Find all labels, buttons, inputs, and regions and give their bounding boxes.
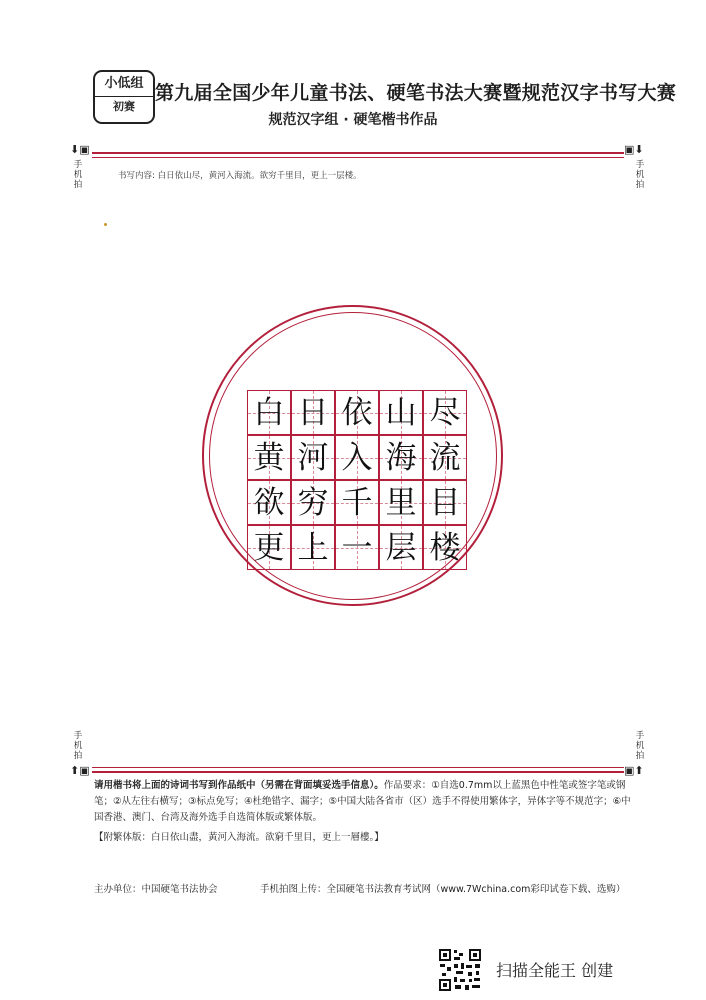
handwritten-character: 欲 <box>253 485 285 521</box>
grid-cell <box>379 480 423 525</box>
top-rule-thin <box>92 157 624 158</box>
grid-cell <box>423 390 467 435</box>
ink-speck <box>104 223 107 226</box>
grid-cell <box>291 435 335 480</box>
handwritten-character: 黄 <box>253 440 285 476</box>
bottom-left-marker <box>70 764 90 777</box>
content-label: 书写内容: <box>118 171 155 181</box>
content-text: 白日依山尽，黄河入海流。欲穷千里目，更上一层楼。 <box>157 171 362 181</box>
requirements-text <box>94 778 634 826</box>
content-line <box>118 169 362 181</box>
bottom-rule-thick <box>92 771 624 773</box>
grid-cell <box>423 480 467 525</box>
grid-cell <box>379 435 423 480</box>
handwritten-character: 白 <box>253 395 285 431</box>
scanner-label: 扫描全能王 创建 <box>496 961 614 980</box>
top-right-marker <box>624 143 644 156</box>
top-rule-thick <box>92 152 624 154</box>
handwritten-character: 层 <box>385 530 417 566</box>
upload-info: 手机拍图上传：全国硬笔书法教育考试网（www.7Wchina.com彩印试卷下载、选购） <box>260 884 626 895</box>
top-left-marker <box>70 143 90 156</box>
handwritten-character: 穷 <box>297 485 329 521</box>
handwritten-character: 更 <box>253 530 285 566</box>
traditional-version: 【附繁体版：白日依山盡，黃河入海流。欲窮千里目，更上一層樓。】 <box>94 832 384 843</box>
grid-cell <box>335 480 379 525</box>
handwritten-character: 尽 <box>429 395 461 431</box>
handwritten-character: 流 <box>429 440 461 476</box>
handwritten-character: 海 <box>385 440 417 476</box>
handwritten-character: 依 <box>341 395 373 431</box>
handwritten-character: 日 <box>297 395 329 431</box>
camera-icon: ▣ <box>79 764 90 777</box>
writing-grid <box>247 390 467 570</box>
grid-cell <box>247 390 291 435</box>
arrow-down-icon: ⬇ <box>634 143 644 156</box>
grid-cell <box>335 525 379 570</box>
grid-cell <box>379 525 423 570</box>
camera-icon: ▣ <box>624 764 635 777</box>
handwritten-character: 目 <box>429 485 461 521</box>
handwritten-character: 里 <box>385 485 417 521</box>
grid-cell <box>423 435 467 480</box>
arrow-up-icon: ⬆ <box>634 764 644 777</box>
grid-cell <box>291 525 335 570</box>
phone-shot-label-tl: 手机拍 <box>73 160 83 190</box>
camera-icon: ▣ <box>79 143 90 156</box>
handwritten-character: 上 <box>297 530 329 566</box>
grid-cell <box>379 390 423 435</box>
grid-cell <box>291 480 335 525</box>
phone-shot-label-tr: 手机拍 <box>635 160 645 190</box>
grid-cell <box>335 390 379 435</box>
grid-cell <box>335 435 379 480</box>
page-subtitle: 规范汉字组 · 硬笔楷书作品 <box>268 112 438 128</box>
phone-shot-label-br: 手机拍 <box>635 731 645 761</box>
handwritten-character: 河 <box>297 440 329 476</box>
handwritten-character: 山 <box>385 395 417 431</box>
grid-cell <box>423 525 467 570</box>
grid-cell <box>247 435 291 480</box>
handwritten-character: 一 <box>341 530 373 566</box>
handwritten-character: 楼 <box>429 530 461 566</box>
badge-group: 小低组 <box>95 72 153 97</box>
requirements-lead: 请用楷书将上面的诗词书写到作品纸中（另需在背面填妥选手信息）。 <box>94 780 384 791</box>
camera-icon: ▣ <box>624 143 635 156</box>
badge-stage: 初赛 <box>113 100 135 113</box>
qr-code-icon <box>438 948 482 992</box>
bottom-rule-thin <box>92 767 624 768</box>
arrow-up-icon: ⬆ <box>70 764 80 777</box>
grid-cell <box>247 525 291 570</box>
handwritten-character: 千 <box>341 485 373 521</box>
handwritten-character: 入 <box>341 440 373 476</box>
grid-cell <box>247 480 291 525</box>
bottom-right-marker <box>624 764 644 777</box>
arrow-down-icon: ⬇ <box>70 143 80 156</box>
grid-cell <box>291 390 335 435</box>
phone-shot-label-bl: 手机拍 <box>73 731 83 761</box>
page-title: 第九届全国少年儿童书法、硬笔书法大赛暨规范汉字书写大赛 <box>155 82 677 104</box>
requirements-body: 作品要求：①自选0.7mm以上蓝黑色中性笔或签字笔或钢笔；②从左往右横写；③标点免写；④杜绝错字、漏字；⑤中国大陆各省市（区）选手不得使用繁体字，异体字等不规范字；⑥中国香港、澳门、台湾及海外选手自选简体版或繁体版。 <box>94 780 631 823</box>
host-unit: 主办单位：中国硬笔书法协会 <box>94 884 218 895</box>
